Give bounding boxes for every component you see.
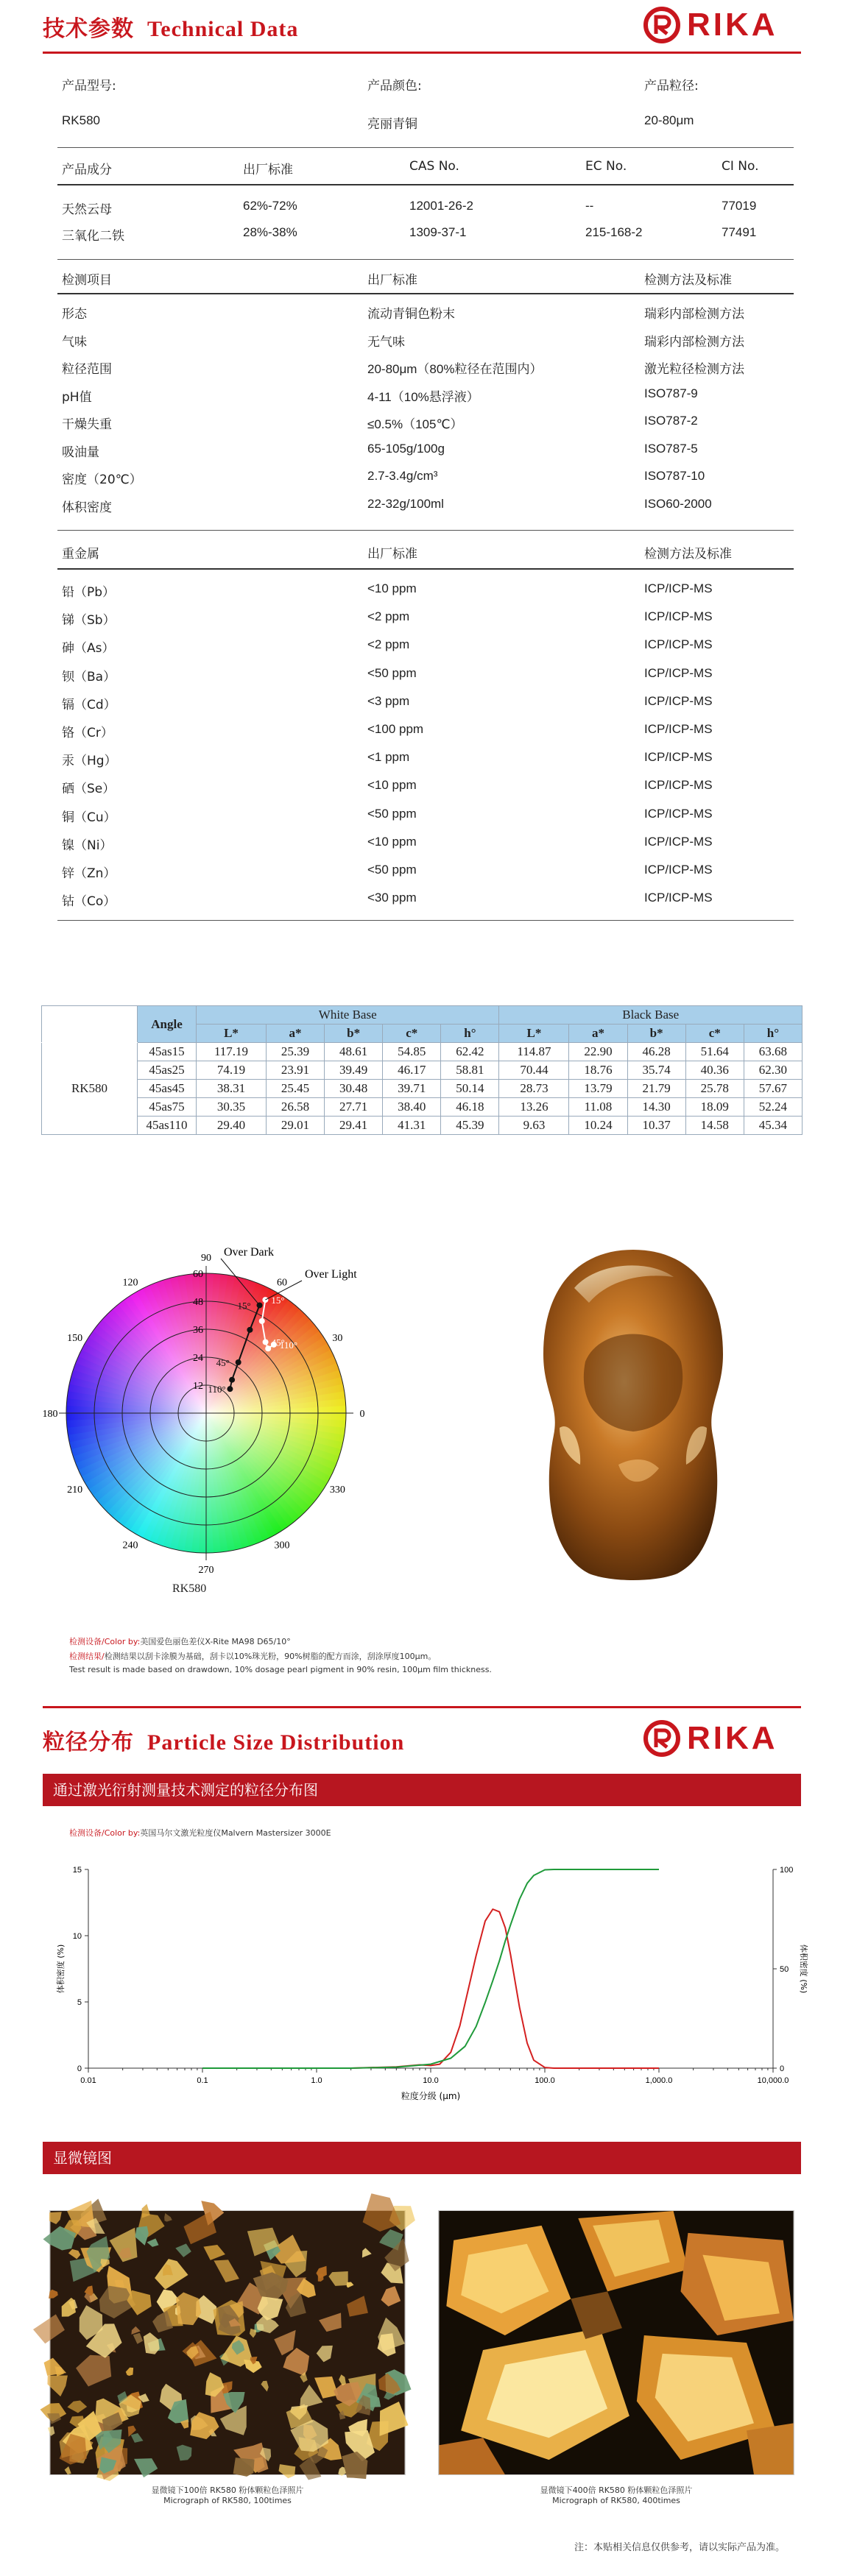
metals-header: 检测方法及标准 [644,547,732,562]
rika-logo [643,6,778,44]
product-model-label: 产品型号: [62,79,116,93]
flake [233,2458,255,2477]
over-dark-point [227,1386,233,1392]
caption-100x-en: Micrograph of RK580, 100times [163,2496,292,2505]
black-value-cell: 114.87 [499,1043,569,1061]
white-value-cell: 27.71 [325,1098,383,1117]
white-value-cell: 117.19 [197,1043,267,1061]
color-device-note [69,1635,291,1647]
caption-100x-cn: 显微镜下100倍 RK580 粉体颗粒色泽照片 [151,2485,304,2495]
density-series-line [202,1909,659,2068]
over-light-point-label: 15° [271,1295,285,1306]
tests-cell: 65-105g/100g [367,441,445,456]
flake [279,2464,296,2478]
tests-cell: 体积密度 [62,500,112,515]
composition-header: EC No. [585,159,627,174]
tests-cell: 22-32g/100ml [367,496,444,511]
composition-cell: 62%-72% [243,199,297,213]
psd-title [43,1724,404,1756]
table-row [42,1098,803,1117]
angle-cell: 45as75 [138,1098,197,1117]
psd-device-label: 检测设备/Color by: [69,1828,141,1838]
tests-header: 检测项目 [62,273,112,288]
metals-cell: <3 ppm [367,693,410,708]
tests-cell: 吸油量 [62,445,99,460]
divider [57,530,794,531]
over-light-label: Over Light [305,1268,357,1281]
result-note-en: Test result is made based on drawdown, 10% dosage pearl pigment in 90% resin, 100μm film thickness. [69,1665,492,1674]
color-col-header: c* [383,1025,441,1043]
white-value-cell: 30.48 [325,1080,383,1098]
y-tick-label: 5 [77,1998,82,2007]
black-value-cell: 18.76 [569,1061,627,1080]
over-dark-point [247,1327,253,1333]
y2-tick-label: 0 [780,2064,785,2073]
over-light-point [263,1339,269,1345]
rika-logo-2 [643,1719,778,1758]
y2-tick-label: 100 [780,1866,794,1875]
black-value-cell: 9.63 [499,1117,569,1135]
black-value-cell: 40.36 [685,1061,744,1080]
metals-cell: ICP/ICP-MS [644,722,713,736]
wheel-angle-label: 330 [329,1485,345,1496]
divider [57,184,794,185]
product-size-label: 产品粒径: [644,79,699,93]
x-tick-label: 1,000.0 [645,2076,673,2085]
white-value-cell: 41.31 [383,1117,441,1135]
metals-cell: ICP/ICP-MS [644,581,713,595]
color-col-header: b* [627,1025,685,1043]
black-value-cell: 51.64 [685,1043,744,1061]
wheel-angle-label: 60 [277,1277,287,1289]
table-row [42,1080,803,1098]
x-tick-label: 0.01 [80,2076,96,2085]
white-value-cell: 39.49 [325,1061,383,1080]
over-dark-point-label: 45° [216,1356,230,1368]
footnote: 注：本贴相关信息仅供参考，请以实际产品为准。 [574,2542,786,2553]
metals-cell: <50 ppm [367,806,417,821]
white-value-cell: 50.14 [441,1080,499,1098]
psd-device-text: 英国马尔文激光粒度仪Malvern Mastersizer 3000E [140,1828,331,1838]
metals-cell: ICP/ICP-MS [644,665,713,680]
wheel-ring-label: 36 [193,1325,203,1336]
black-value-cell: 62.30 [744,1061,802,1080]
metals-cell: 汞（Hg） [62,754,117,769]
metals-cell: <10 ppm [367,581,417,595]
tests-cell: ISO787-10 [644,469,705,483]
model-cell: RK580 [42,1043,138,1135]
over-light-point [265,1345,271,1351]
color-wheel-chart [42,1229,390,1619]
angle-cell: 45as15 [138,1043,197,1061]
white-value-cell: 54.85 [383,1043,441,1061]
y-tick-label: 15 [72,1866,82,1875]
black-value-cell: 45.34 [744,1117,802,1135]
black-value-cell: 14.58 [685,1117,744,1135]
white-value-cell: 29.01 [267,1117,325,1135]
table-row [42,1117,803,1135]
wheel-ring-label: 60 [193,1269,203,1280]
over-light-point-label: 45° [271,1337,285,1348]
composition-cell: 三氧化二铁 [62,229,124,244]
composition-cell: 28%-38% [243,225,297,239]
tests-cell: 2.7-3.4g/cm³ [367,469,438,483]
divider [57,920,794,921]
metals-cell: 镍（Ni） [62,838,113,853]
caption-400x [438,2484,794,2505]
wheel-angle-label: 210 [67,1485,83,1496]
title-en: Technical Data [147,17,299,41]
tests-cell: ≤0.5%（105℃） [367,417,463,431]
table-row [42,1061,803,1080]
x-tick-label: 1.0 [311,2076,322,2085]
black-value-cell: 10.37 [627,1117,685,1135]
metals-cell: 钴（Co） [62,894,116,910]
rika-logo-icon [643,6,681,44]
divider [57,147,794,148]
caption-100x [49,2484,406,2505]
black-value-cell: 10.24 [569,1117,627,1135]
y-axis-label: 体积密度 (%) [56,1944,66,1994]
x-tick-label: 0.1 [197,2076,208,2085]
black-value-cell: 46.28 [627,1043,685,1061]
black-value-cell: 35.74 [627,1061,685,1080]
composition-cell: -- [585,199,594,213]
color-col-header: a* [267,1025,325,1043]
sample-shell-image [530,1244,736,1582]
metals-cell: ICP/ICP-MS [644,806,713,821]
composition-cell: 天然云母 [62,202,112,217]
color-col-header: h° [441,1025,499,1043]
tests-cell: 干燥失重 [62,417,112,432]
tests-cell: 激光粒径检测方法 [644,362,744,377]
white-value-cell: 46.18 [441,1098,499,1117]
psd-chart [29,1855,817,2112]
white-value-cell: 62.42 [441,1043,499,1061]
black-value-cell: 63.68 [744,1043,802,1061]
composition-cell: 1309-37-1 [409,225,467,239]
metals-cell: ICP/ICP-MS [644,863,713,877]
angle-cell: 45as45 [138,1080,197,1098]
white-value-cell: 38.31 [197,1080,267,1098]
tests-cell: 20-80μm（80%粒径在范围内） [367,362,543,376]
tests-cell: 无气味 [367,334,405,350]
wheel-angle-label: 0 [359,1409,365,1420]
white-value-cell: 38.40 [383,1098,441,1117]
color-col-header: b* [325,1025,383,1043]
logo-text: RIKA [687,7,778,43]
product-size-value: 20-80μm [644,113,694,127]
metals-cell: 砷（As） [62,641,115,657]
metals-cell: <2 ppm [367,637,410,652]
x-tick-label: 10,000.0 [757,2076,789,2085]
wheel-ring-label: 24 [193,1353,203,1364]
metals-cell: ICP/ICP-MS [644,834,713,849]
white-value-cell: 25.39 [267,1043,325,1061]
title-cn: 技术参数 [43,16,134,42]
color-col-header: a* [569,1025,627,1043]
black-value-cell: 70.44 [499,1061,569,1080]
metals-cell: 硒（Se） [62,782,116,797]
device-text: 美国爱色丽色差仪X-Rite MA98 D65/10° [140,1637,291,1646]
tests-header: 检测方法及标准 [644,273,732,288]
wheel-angle-label: 180 [42,1409,58,1420]
product-color-label: 产品颜色: [367,79,422,93]
over-dark-point-label: 110° [208,1384,226,1395]
wheel-angle-label: 30 [332,1333,343,1344]
over-dark-label: Over Dark [224,1246,274,1259]
tests-cell: 密度（20℃） [62,473,142,487]
white-value-cell: 26.58 [267,1098,325,1117]
psd-title-cn: 粒径分布 [43,1730,134,1755]
table-row [42,1043,803,1061]
tests-cell: 瑞彩内部检测方法 [644,307,744,322]
metals-cell: 镉（Cd） [62,697,116,712]
white-value-cell: 46.17 [383,1061,441,1080]
composition-header: CI No. [722,159,759,174]
page-title [43,10,298,43]
wheel-angle-label: 300 [274,1540,290,1551]
wheel-ring-label: 48 [193,1297,203,1308]
white-base-header: White Base [197,1006,499,1025]
color-col-header: c* [685,1025,744,1043]
metals-cell: ICP/ICP-MS [644,750,713,765]
microscope-banner: 显微镜图 [43,2142,801,2174]
metals-cell: <10 ppm [367,834,417,849]
metals-cell: <100 ppm [367,722,424,736]
wheel-angle-label: 240 [122,1540,138,1551]
black-value-cell: 28.73 [499,1080,569,1098]
composition-header: 出厂标准 [243,163,293,177]
black-value-cell: 52.24 [744,1098,802,1117]
product-model-value: RK580 [62,113,100,127]
tests-cell: ISO787-2 [644,414,698,428]
over-dark-point [236,1359,241,1365]
wheel-angle-label: 90 [201,1253,211,1264]
white-value-cell: 25.45 [267,1080,325,1098]
color-table [41,1005,803,1135]
black-value-cell: 11.08 [569,1098,627,1117]
white-value-cell: 58.81 [441,1061,499,1080]
wheel-angle-label: 120 [122,1277,138,1289]
metals-cell: <30 ppm [367,891,417,905]
tests-cell: 4-11（10%悬浮液） [367,389,479,404]
result-note [69,1650,436,1662]
over-light-point [262,1297,268,1303]
over-dark-point-label: 15° [237,1300,251,1312]
color-col-header: L* [197,1025,267,1043]
angle-cell: 45as110 [138,1117,197,1135]
metals-cell: 铜（Cu） [62,810,116,825]
wheel-angle-label: 150 [67,1333,83,1344]
tests-cell: 流动青铜色粉末 [367,307,455,322]
white-value-cell: 45.39 [441,1117,499,1135]
header-rule [43,52,801,54]
metals-cell: 铬（Cr） [62,726,113,740]
tests-cell: ISO787-5 [644,441,698,456]
micrograph-100x [49,2210,406,2475]
angle-cell: 45as25 [138,1061,197,1080]
metals-cell: <1 ppm [367,750,410,765]
composition-cell: 215-168-2 [585,225,643,239]
tests-cell: ISO60-2000 [644,496,712,511]
psd-device-note [69,1827,331,1839]
rika-logo-icon [643,1719,681,1758]
tests-cell: ISO787-9 [644,386,698,400]
angle-header: Angle [138,1006,197,1043]
metals-cell: 锑（Sb） [62,613,116,629]
wheel-ring-label: 12 [193,1381,203,1392]
wheel-model-label: RK580 [172,1582,207,1595]
x-axis-label: 粒度分级 (μm) [401,2091,461,2101]
metals-cell: ICP/ICP-MS [644,609,713,624]
black-value-cell: 14.30 [627,1098,685,1117]
y-tick-label: 0 [77,2064,82,2073]
metals-cell: 锌（Zn） [62,866,116,881]
black-value-cell: 22.90 [569,1043,627,1061]
y-tick-label: 10 [72,1932,82,1941]
caption-400x-cn: 显微镜下400倍 RK580 粉体颗粒色泽照片 [540,2485,693,2495]
micrograph-400x [438,2210,794,2475]
composition-cell: 77491 [722,225,757,239]
black-value-cell: 13.79 [569,1080,627,1098]
logo-text: RIKA [687,1720,778,1756]
white-value-cell: 48.61 [325,1043,383,1061]
composition-header: CAS No. [409,159,459,174]
x-tick-label: 10.0 [423,2076,439,2085]
white-value-cell: 30.35 [197,1098,267,1117]
black-base-header: Black Base [499,1006,803,1025]
tests-cell: pH值 [62,389,92,405]
y2-tick-label: 50 [780,1965,789,1974]
metals-cell: <50 ppm [367,665,417,680]
metals-cell: 钡（Ba） [62,669,116,684]
metals-cell: ICP/ICP-MS [644,891,713,905]
divider [57,568,794,570]
white-value-cell: 29.40 [197,1117,267,1135]
wheel-angle-label: 270 [198,1565,214,1576]
divider [57,259,794,260]
x-tick-label: 100.0 [535,2076,555,2085]
psd-title-en: Particle Size Distribution [147,1730,405,1755]
divider [57,293,794,294]
blank-header [42,1006,138,1043]
metals-cell: <50 ppm [367,863,417,877]
tests-header: 出厂标准 [367,273,417,288]
white-value-cell: 39.71 [383,1080,441,1098]
black-value-cell: 25.78 [685,1080,744,1098]
tests-cell: 气味 [62,334,87,350]
black-value-cell: 57.67 [744,1080,802,1098]
color-col-header: h° [744,1025,802,1043]
over-light-point-label: 110° [279,1339,298,1351]
metals-cell: ICP/ICP-MS [644,693,713,708]
over-light-point [259,1318,265,1324]
metals-cell: <2 ppm [367,609,410,624]
device-label: 检测设备/Color by: [69,1637,141,1646]
white-value-cell: 74.19 [197,1061,267,1080]
metals-cell: <10 ppm [367,778,417,793]
metals-header: 出厂标准 [367,547,417,562]
metals-cell: ICP/ICP-MS [644,778,713,793]
metals-cell: ICP/ICP-MS [644,637,713,652]
psd-top-rule [43,1706,801,1708]
over-dark-point [229,1377,235,1383]
result-text: 检测结果以刮卡涂膜为基础，刮卡以10%珠光粉，90%树脂的配方而涂，刮涂厚度100μm。 [104,1652,437,1661]
y2-axis-label: 体积密度 (%) [799,1944,808,1994]
black-value-cell: 13.26 [499,1098,569,1117]
tests-cell: 形态 [62,307,87,322]
white-value-cell: 29.41 [325,1117,383,1135]
cumulative-series-line [202,1869,659,2068]
composition-cell: 12001-26-2 [409,199,473,213]
metals-header: 重金属 [62,547,99,562]
caption-400x-en: Micrograph of RK580, 400times [552,2496,680,2505]
product-color-value: 亮丽青铜 [367,117,417,132]
composition-header: 产品成分 [62,163,112,177]
white-value-cell: 23.91 [267,1061,325,1080]
black-value-cell: 18.09 [685,1098,744,1117]
composition-cell: 77019 [722,199,757,213]
color-col-header: L* [499,1025,569,1043]
result-label: 检测结果/ [69,1652,105,1661]
tests-cell: 瑞彩内部检测方法 [644,334,744,350]
metals-cell: 铅（Pb） [62,585,116,600]
tests-cell: 粒径范围 [62,362,112,377]
black-value-cell: 21.79 [627,1080,685,1098]
psd-banner: 通过激光衍射测量技术测定的粒径分布图 [43,1774,801,1806]
